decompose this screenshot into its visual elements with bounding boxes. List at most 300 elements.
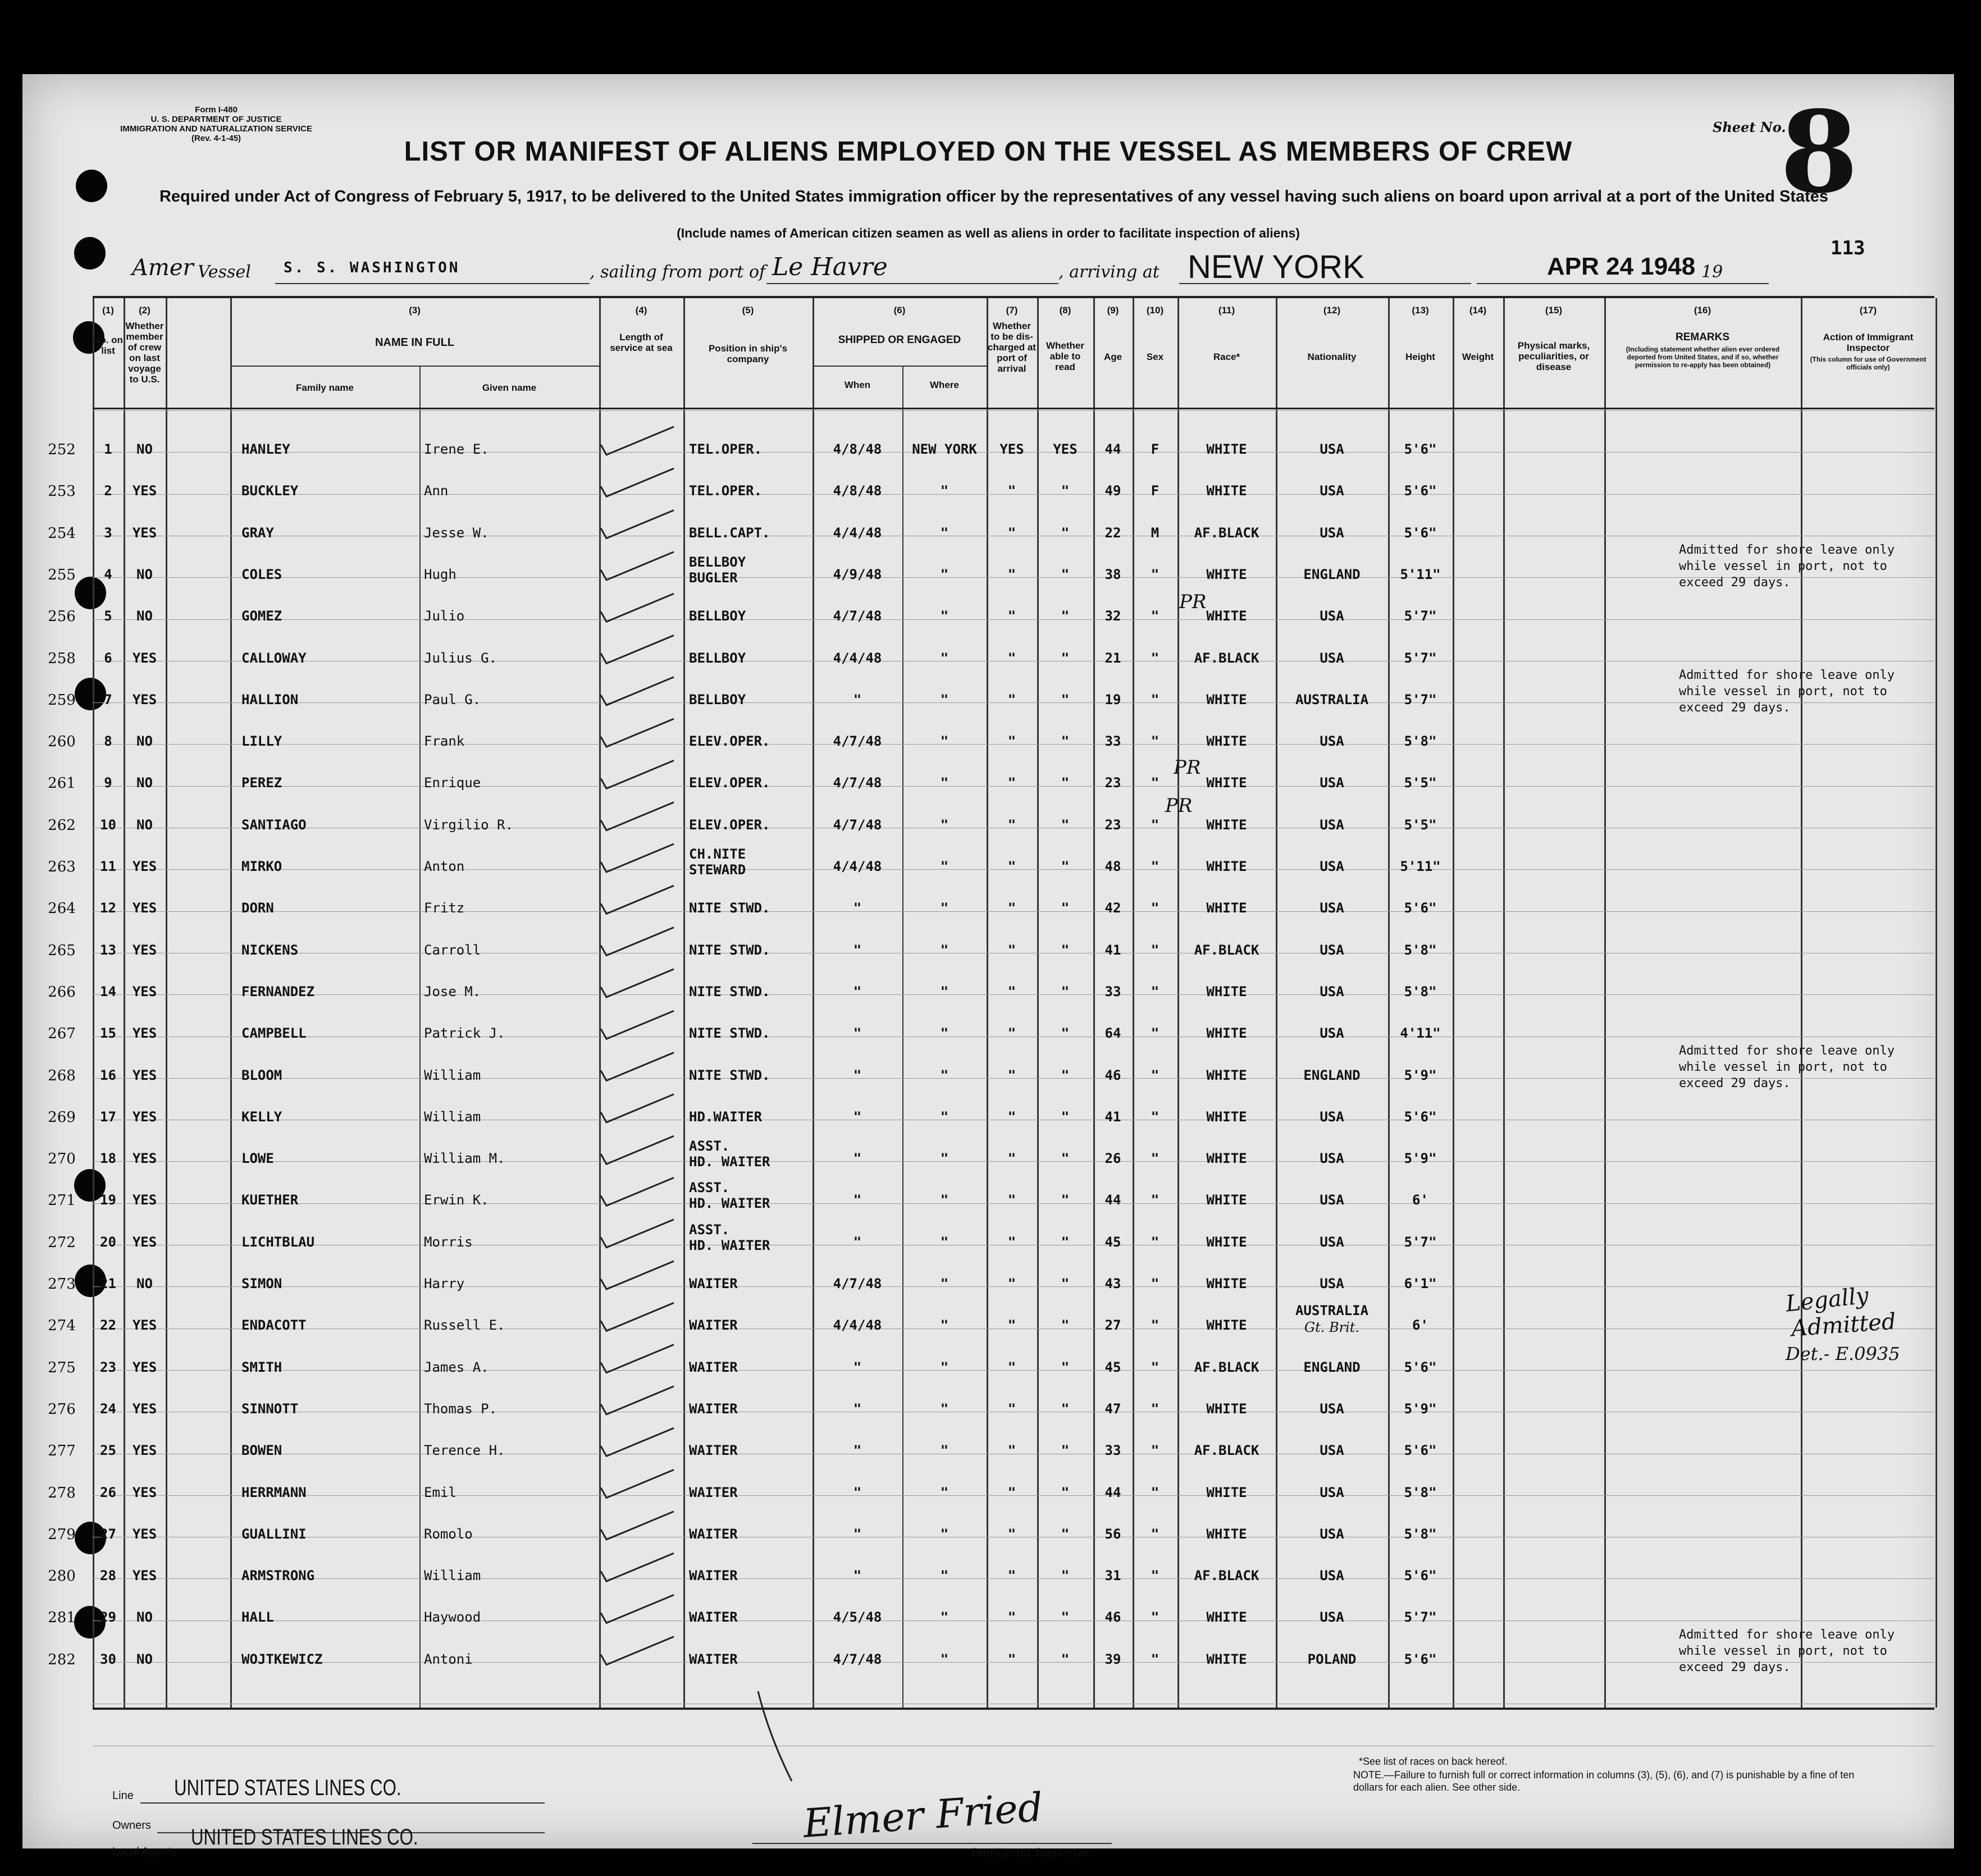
cell-nationality: ENGLAND (1303, 1359, 1361, 1375)
cell-where: " (940, 483, 949, 499)
cell-height: 5'6" (1404, 1568, 1437, 1584)
cell-where: " (940, 1151, 949, 1167)
cell-position: NITE STWD. (689, 942, 770, 958)
footer-owners-label: Owners (112, 1819, 151, 1832)
cell-when: " (853, 1400, 862, 1417)
cell-when: " (853, 1151, 862, 1167)
where-header: Where (930, 380, 959, 390)
cell-age: 21 (1104, 650, 1121, 666)
cell-no: 29 (100, 1609, 116, 1626)
cell-position: BELLBOY (689, 650, 746, 666)
cell-no: 28 (100, 1568, 116, 1584)
cell-age: 33 (1104, 733, 1121, 750)
cell-discharged: " (1007, 733, 1016, 750)
cell-given: Virgilio R. (424, 816, 513, 833)
cell-race: WHITE (1206, 1276, 1247, 1291)
cell-family: LILLY (241, 733, 282, 750)
cell-no: 6 (104, 650, 112, 666)
footer-agents-label: Local Agents (112, 1846, 177, 1858)
remark-line: while vessel in port, not to (1679, 1644, 1887, 1658)
cell-sex: " (1151, 1609, 1160, 1626)
footnote-penalty-note: NOTE.—Failure to furnish full or correct information in columns (3), (5), (6), and (7) is punishable by a fine of ten dollars for each alien. See other side. (1353, 1769, 1855, 1793)
cell-nationality: USA (1320, 1484, 1344, 1500)
cell-family: MIRKO (241, 859, 282, 874)
cell-read: " (1061, 1234, 1070, 1250)
cell-where: " (940, 816, 949, 833)
cell-when: " (853, 1192, 862, 1208)
cell-no: 11 (100, 859, 116, 874)
cell-no: 9 (104, 775, 112, 791)
cell-race: WHITE (1206, 1234, 1247, 1250)
cell-position: HD.WAITER (689, 1108, 763, 1125)
cell-discharged: " (1007, 1526, 1016, 1542)
sheet-number: 8 (1780, 86, 1859, 218)
cell-discharged: " (1007, 1317, 1016, 1334)
cell-no: 14 (100, 983, 116, 999)
remark-line: while vessel in port, not to (1679, 559, 1887, 573)
cell-sex: " (1151, 983, 1160, 999)
cell-nationality: USA (1320, 1108, 1344, 1125)
cell-discharged: " (1007, 483, 1016, 499)
cell-race: AF.BLACK (1194, 1443, 1259, 1459)
cell-where: " (940, 1067, 949, 1083)
cell-race: WHITE (1206, 900, 1247, 916)
cell-prev: YES (132, 1234, 157, 1250)
left-row-number: 263 (48, 859, 76, 875)
cell-sex: " (1151, 566, 1160, 582)
remark-line: Admitted for shore leave only (1679, 668, 1895, 682)
cell-height: 5'6" (1404, 1651, 1437, 1667)
footer-line-value: UNITED STATES LINES CO. (174, 1775, 401, 1800)
cell-nationality: USA (1320, 900, 1344, 916)
cell-nationality: USA (1320, 816, 1344, 833)
cell-position: WAITER (689, 1651, 738, 1667)
cell-age: 48 (1104, 859, 1121, 874)
remark-line: exceed 29 days. (1679, 1076, 1791, 1090)
cell-age: 32 (1104, 608, 1121, 624)
left-row-number: 273 (48, 1276, 76, 1293)
cell-race: WHITE (1206, 816, 1247, 833)
cell-family: BLOOM (241, 1067, 282, 1083)
cell-race: WHITE (1206, 1067, 1247, 1083)
cell-prev: NO (136, 1276, 153, 1291)
cell-no: 16 (100, 1067, 116, 1083)
cell-nationality: USA (1320, 1568, 1344, 1584)
cell-age: 49 (1104, 483, 1121, 499)
cell-height: 5'7" (1404, 1609, 1437, 1626)
cell-race: AF.BLACK (1194, 1359, 1259, 1375)
cell-prev: YES (132, 900, 157, 916)
cell-given: Antoni (424, 1651, 473, 1667)
cell-read: " (1061, 1484, 1070, 1500)
col-17-number: (17) (1859, 305, 1877, 316)
cell-family: CALLOWAY (241, 650, 307, 666)
cell-prev: YES (132, 1359, 157, 1375)
cell-read: " (1061, 859, 1070, 874)
cell-discharged: YES (999, 441, 1024, 457)
cell-age: 33 (1104, 983, 1121, 999)
cell-height: 5'11" (1400, 566, 1441, 582)
cell-height: 5'9" (1404, 1400, 1437, 1417)
cell-no: 23 (100, 1359, 116, 1375)
col-12-number: (12) (1323, 305, 1341, 316)
cell-when: " (853, 1234, 862, 1250)
cell-position: NITE STWD. (689, 1025, 770, 1042)
cell-no: 10 (100, 816, 116, 833)
cell-family: BUCKLEY (241, 483, 299, 499)
cell-discharged: " (1007, 566, 1016, 582)
cell-sex: " (1151, 859, 1160, 874)
cell-when: 4/7/48 (833, 816, 882, 833)
cell-age: 56 (1104, 1526, 1121, 1542)
cell-family: SIMON (241, 1276, 282, 1291)
cell-age: 44 (1104, 441, 1121, 457)
cell-race: WHITE (1206, 441, 1247, 457)
cell-given: Thomas P. (424, 1400, 497, 1417)
cell-read: " (1061, 650, 1070, 666)
cell-read: " (1061, 1025, 1070, 1042)
cell-given: Ann (424, 483, 449, 499)
cell-position: ASST. (689, 1138, 730, 1154)
inspector-signature: Elmer Fried (801, 1784, 1044, 1847)
cell-discharged: " (1007, 1276, 1016, 1291)
cell-prev: NO (136, 733, 153, 750)
cell-age: 46 (1104, 1609, 1121, 1626)
cell-given: Fritz (424, 900, 465, 916)
cell-family: FERNANDEZ (241, 983, 315, 999)
cell-age: 26 (1104, 1151, 1121, 1167)
cell-given: Harry (424, 1276, 465, 1291)
cell-discharged: " (1007, 1025, 1016, 1042)
cell-sex: " (1151, 1276, 1160, 1291)
left-row-number: 279 (48, 1526, 76, 1543)
cell-sex: M (1151, 524, 1160, 541)
cell-where: " (940, 608, 949, 624)
col-11-header: Race* (1213, 352, 1240, 362)
vessel-label: Vessel (198, 262, 251, 282)
remark-line: while vessel in port, not to (1679, 1060, 1887, 1074)
cell-when: 4/4/48 (833, 524, 882, 541)
cell-prev: YES (132, 1067, 157, 1083)
cell-discharged: " (1007, 859, 1016, 874)
cell-when: " (853, 691, 862, 708)
cell-where: " (940, 1359, 949, 1375)
cell-read: " (1061, 1651, 1070, 1667)
cell-age: 46 (1104, 1067, 1121, 1083)
col-6-header: SHIPPED OR ENGAGED (838, 334, 961, 346)
cell-where: " (940, 1609, 949, 1626)
cell-family: COLES (241, 566, 282, 582)
handwritten-pr-mark: PR (1165, 795, 1193, 817)
cell-position: TEL.OPER. (689, 441, 763, 457)
cell-height: 5'6" (1404, 441, 1437, 457)
cell-family: GUALLINI (241, 1526, 307, 1542)
inspector-label: Immigrant Inspector. (971, 1846, 1092, 1859)
cell-given: Carroll (424, 942, 481, 958)
cell-race: WHITE (1206, 1151, 1247, 1167)
left-row-number: 281 (48, 1609, 76, 1627)
cell-family: GOMEZ (241, 608, 282, 624)
cell-when: " (853, 1568, 862, 1584)
cell-read: " (1061, 1359, 1070, 1375)
cell-no: 1 (104, 441, 112, 457)
cell-discharged: " (1007, 1443, 1016, 1459)
cell-where: " (940, 1192, 949, 1208)
cell-prev: YES (132, 650, 157, 666)
cell-height: 5'6" (1404, 1443, 1437, 1459)
cell-age: 45 (1104, 1234, 1121, 1250)
cell-race: WHITE (1206, 1651, 1247, 1667)
cell-position: CH.NITE (689, 846, 746, 862)
left-row-number: 252 (48, 441, 76, 458)
cell-height: 4'11" (1400, 1025, 1441, 1042)
cell-where: " (940, 1568, 949, 1584)
cell-family: SMITH (241, 1359, 282, 1375)
left-row-number: 260 (48, 733, 76, 751)
cell-prev: NO (136, 775, 153, 791)
cell-family: HANLEY (241, 441, 290, 457)
handwritten-check-marks (22, 74, 1954, 1848)
cell-position-line2: BUGLER (689, 569, 738, 586)
cell-sex: " (1151, 1484, 1160, 1500)
cell-given: Romolo (424, 1526, 473, 1542)
left-row-number: 258 (48, 650, 76, 667)
cell-race: WHITE (1206, 608, 1247, 624)
inspector-note-detention: Det.- E.0935 (1786, 1343, 1900, 1364)
cell-no: 17 (100, 1108, 116, 1125)
cell-given: Terence H. (424, 1443, 505, 1459)
cell-nationality: USA (1320, 608, 1344, 624)
cell-discharged: " (1007, 1234, 1016, 1250)
cell-where: " (940, 1526, 949, 1542)
inspector-note-legally: Legally (1784, 1282, 1870, 1317)
left-row-number: 276 (48, 1400, 76, 1418)
cell-sex: " (1151, 650, 1160, 666)
cell-prev: YES (132, 1484, 157, 1500)
cell-position: NITE STWD. (689, 983, 770, 999)
left-row-number: 274 (48, 1317, 76, 1335)
cell-nationality: ENGLAND (1303, 566, 1361, 582)
cell-position-line2: STEWARD (689, 862, 746, 878)
cell-position: ELEV.OPER. (689, 775, 770, 791)
cell-prev: NO (136, 1609, 153, 1626)
cell-discharged: " (1007, 1359, 1016, 1375)
remark-line: Admitted for shore leave only (1679, 1627, 1895, 1642)
cell-height: 5'8" (1404, 1484, 1437, 1500)
cell-sex: " (1151, 1317, 1160, 1334)
cell-prev: YES (132, 1151, 157, 1167)
cell-height: 5'7" (1404, 608, 1437, 624)
col-15-header: Physical marks, peculiarities, or disease (1517, 340, 1590, 372)
cell-where: " (940, 1234, 949, 1250)
cell-discharged: " (1007, 1568, 1016, 1584)
cell-sex: F (1151, 441, 1160, 457)
cell-when: 4/4/48 (833, 859, 882, 874)
cell-age: 39 (1104, 1651, 1121, 1667)
cell-prev: YES (132, 1192, 157, 1208)
cell-height: 6' (1412, 1317, 1428, 1334)
cell-sex: " (1151, 1234, 1160, 1250)
cell-read: YES (1053, 441, 1078, 457)
cell-sex: " (1151, 1108, 1160, 1125)
col-16-subheader: (Including statement whether alien ever ordered deported from United States, and if so, whether permission to re-apply has been obtained) (1626, 345, 1780, 369)
revision-date: (Rev. 4-1-45) (191, 134, 241, 143)
cell-no: 13 (100, 942, 116, 958)
col-12-header: Nationality (1307, 352, 1357, 362)
department-name: U. S. DEPARTMENT OF JUSTICE (150, 115, 282, 124)
col-8-header: Whether able to read (1046, 340, 1084, 372)
when-header: When (844, 380, 871, 390)
cell-read: " (1061, 1067, 1070, 1083)
cell-when: 4/9/48 (833, 566, 882, 582)
vessel-name: S. S. WASHINGTON (284, 259, 460, 276)
cell-where: " (940, 859, 949, 874)
cell-discharged: " (1007, 691, 1016, 708)
cell-when: " (853, 1025, 862, 1042)
cell-age: 47 (1104, 1400, 1121, 1417)
cell-where: " (940, 691, 949, 708)
col-14-header: Weight (1462, 352, 1494, 362)
cell-nationality: USA (1320, 1526, 1344, 1542)
cell-no: 19 (100, 1192, 116, 1208)
cell-race: WHITE (1206, 1108, 1247, 1125)
cell-height: 5'5" (1404, 816, 1437, 833)
cell-no: 8 (104, 733, 112, 750)
cell-nationality: USA (1320, 1609, 1344, 1626)
cell-nationality: USA (1320, 1192, 1344, 1208)
cell-when: 4/7/48 (833, 608, 882, 624)
cell-nationality: USA (1320, 1400, 1344, 1417)
cell-when: 4/8/48 (833, 441, 882, 457)
cell-nationality: USA (1320, 441, 1344, 457)
cell-family: HERRMANN (241, 1484, 307, 1500)
cell-prev: NO (136, 566, 153, 582)
cell-race: WHITE (1206, 1317, 1247, 1334)
cell-given: James A. (424, 1359, 489, 1375)
cell-age: 41 (1104, 942, 1121, 958)
cell-position: WAITER (689, 1484, 738, 1500)
cell-sex: " (1151, 1400, 1160, 1417)
cell-age: 19 (1104, 691, 1121, 708)
footnote-races: *See list of races on back hereof. (1359, 1756, 1508, 1767)
col-8-number: (8) (1059, 305, 1071, 316)
cell-when: 4/7/48 (833, 733, 882, 750)
cell-read: " (1061, 1443, 1070, 1459)
cell-race: AF.BLACK (1194, 524, 1259, 541)
cell-position-line2: HD. WAITER (689, 1154, 770, 1170)
cell-where: " (940, 1276, 949, 1291)
cell-discharged: " (1007, 983, 1016, 999)
cell-when: 4/4/48 (833, 650, 882, 666)
cell-nationality: USA (1320, 524, 1344, 541)
cell-read: " (1061, 1526, 1070, 1542)
col-5-header: Position in ship's company (708, 343, 788, 364)
left-row-number: 282 (48, 1651, 76, 1668)
cell-prev: NO (136, 608, 153, 624)
cell-read: " (1061, 816, 1070, 833)
cell-age: 22 (1104, 524, 1121, 541)
cell-given: Irene E. (424, 441, 489, 457)
cell-nationality: USA (1320, 733, 1344, 750)
arrival-date-stamp: APR 24 1948 (1547, 253, 1696, 280)
cell-when: " (853, 1108, 862, 1125)
cell-when: 4/5/48 (833, 1609, 882, 1626)
cell-when: " (853, 1067, 862, 1083)
cell-height: 5'9" (1404, 1067, 1437, 1083)
cell-family: PEREZ (241, 775, 282, 791)
cell-discharged: " (1007, 1400, 1016, 1417)
cell-sex: " (1151, 1359, 1160, 1375)
remark-line: exceed 29 days. (1679, 575, 1791, 590)
cell-discharged: " (1007, 650, 1016, 666)
cell-read: " (1061, 775, 1070, 791)
cell-prev: YES (132, 1108, 157, 1125)
cell-age: 38 (1104, 566, 1121, 582)
year-suffix: 19 (1701, 262, 1723, 282)
cell-where: " (940, 1025, 949, 1042)
remark-line: while vessel in port, not to (1679, 684, 1887, 699)
cell-position: WAITER (689, 1317, 738, 1334)
left-row-number: 272 (48, 1234, 76, 1251)
cell-when: " (853, 900, 862, 916)
left-row-number: 253 (48, 483, 76, 500)
cell-race: AF.BLACK (1194, 942, 1259, 958)
cell-position: ELEV.OPER. (689, 733, 770, 750)
cell-nationality: USA (1320, 1025, 1344, 1042)
left-row-number: 271 (48, 1192, 76, 1209)
col-13-number: (13) (1412, 305, 1429, 316)
cell-no: 15 (100, 1025, 116, 1042)
cell-discharged: " (1007, 900, 1016, 916)
cell-sex: " (1151, 900, 1160, 916)
cell-when: " (853, 1526, 862, 1542)
cell-given: Paul G. (424, 691, 481, 708)
cell-height: 5'8" (1404, 733, 1437, 750)
col-11-number: (11) (1218, 305, 1235, 316)
cell-read: " (1061, 608, 1070, 624)
cell-sex: " (1151, 1025, 1160, 1042)
cell-family: DORN (241, 900, 274, 916)
cell-sex: " (1151, 608, 1160, 624)
cell-sex: " (1151, 1651, 1160, 1667)
cell-read: " (1061, 566, 1070, 582)
cell-no: 24 (100, 1400, 116, 1417)
cell-nationality: USA (1320, 1234, 1344, 1250)
cell-given: William (424, 1568, 481, 1584)
cell-nationality: USA (1320, 1151, 1344, 1167)
cell-height: 5'8" (1404, 983, 1437, 999)
cell-discharged: " (1007, 1067, 1016, 1083)
remark-line: exceed 29 days. (1679, 700, 1791, 715)
cell-nationality: USA (1320, 859, 1344, 874)
page-code: 113 (1831, 237, 1865, 259)
cell-position: WAITER (689, 1400, 738, 1417)
cell-where: " (940, 983, 949, 999)
cell-nationality: POLAND (1307, 1651, 1357, 1667)
cell-no: 4 (104, 566, 112, 582)
cell-sex: " (1151, 1443, 1160, 1459)
cell-no: 27 (100, 1526, 116, 1542)
col-17-subheader: (This column for use of Government officials only) (1810, 355, 1927, 371)
cell-when: " (853, 942, 862, 958)
cell-sex: " (1151, 1151, 1160, 1167)
family-name-header: Family name (296, 382, 354, 393)
col-3-number: (3) (409, 305, 421, 316)
cell-when: 4/7/48 (833, 775, 882, 791)
left-row-number: 268 (48, 1067, 76, 1084)
footer-line-rule (140, 1802, 545, 1804)
cell-nationality-line2: Gt. Brit. (1304, 1320, 1360, 1336)
